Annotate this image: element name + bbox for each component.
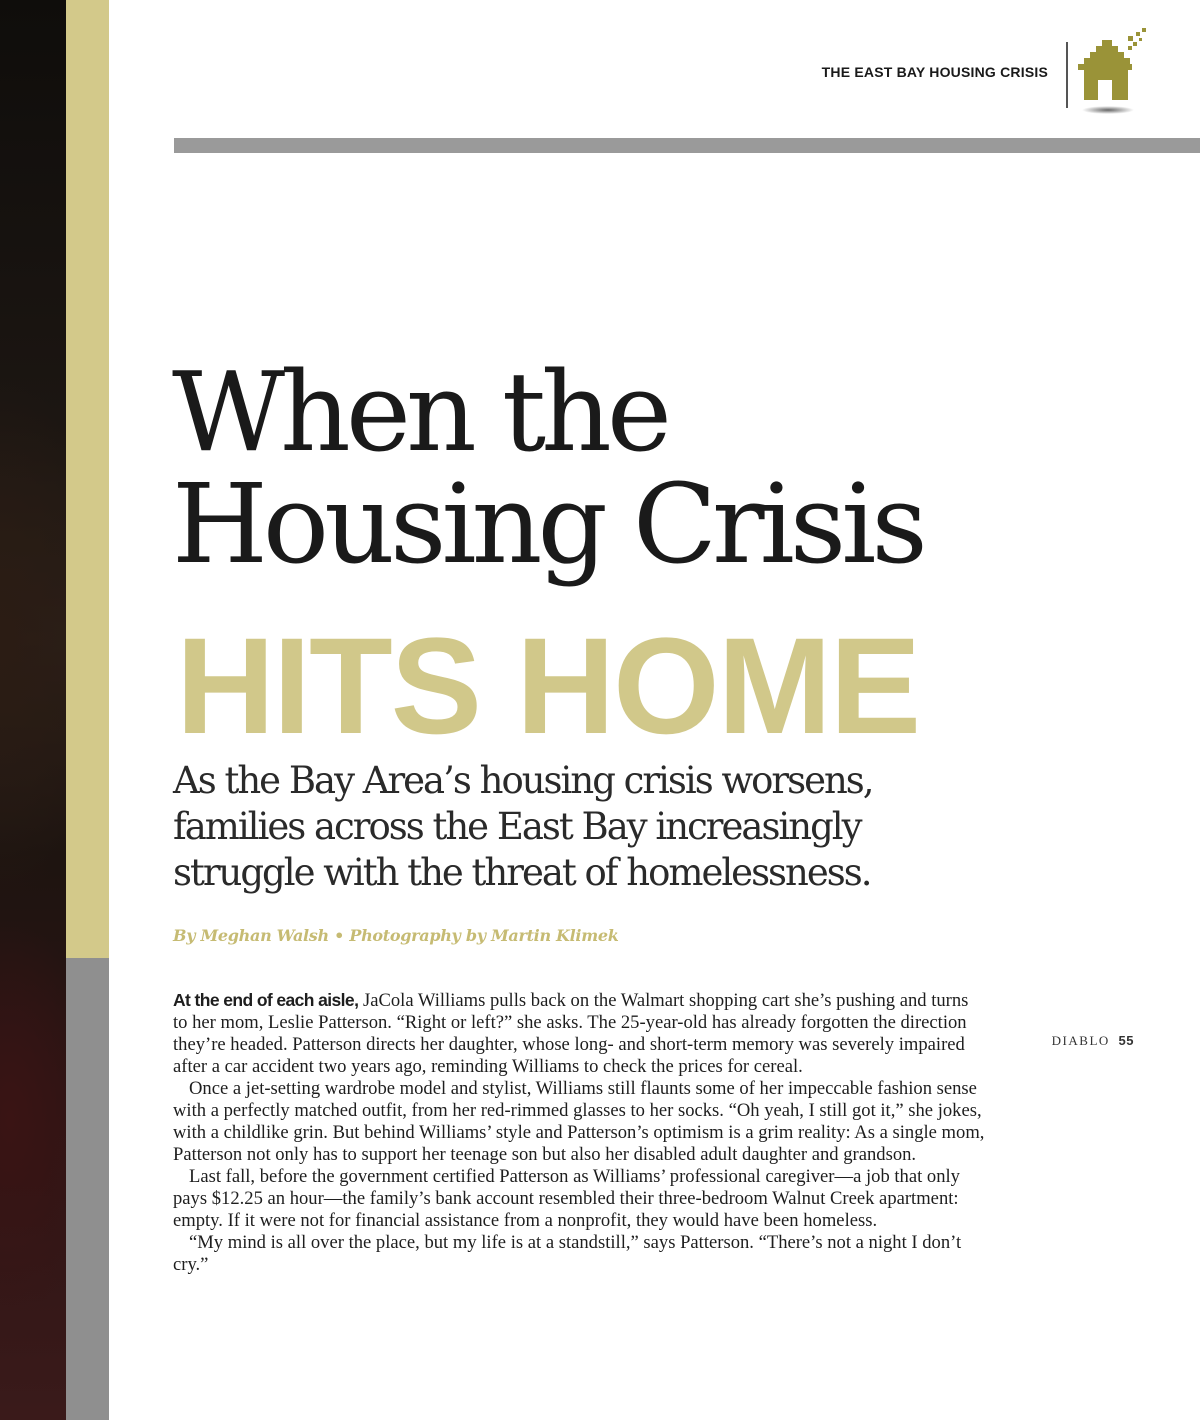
article-body [173, 989, 985, 1276]
photo-edge [0, 0, 66, 1420]
headline-line-1: When the [172, 348, 667, 476]
section-label: THE EAST BAY HOUSING CRISIS [821, 64, 1048, 80]
byline-photographer: Photography by Martin Klimek [349, 926, 619, 945]
article-paragraph-1 [173, 989, 985, 1078]
article-paragraph-2: Once a jet-setting wardrobe model and stylist, Williams still flaunts some of her impeccable fashion sense with a perfectly matched outfit, from her red-rimmed glasses to her socks. “Oh yeah, I still got it,” she jokes, with a childlike grin. But behind Williams’ style and Patterson’s optimism is a grim reality: As a single mom, Patterson not only has to support her teenage son but also her disabled adult daughter and grandson. [173, 1078, 985, 1165]
header-divider [1066, 42, 1068, 108]
byline-separator: • [334, 926, 345, 945]
deck-line-2: families across the East Bay increasingly [173, 805, 861, 848]
folio-page-number: 55 [1118, 1033, 1134, 1048]
folio-publication: DIABLO [1051, 1033, 1110, 1048]
house-icon [1076, 24, 1166, 120]
lead-in: At the end of each aisle, [173, 990, 359, 1010]
accent-sidebar-tan [66, 0, 109, 958]
page-folio [1052, 1033, 1134, 1049]
headline-line-2: Housing Crisis [172, 460, 923, 588]
byline-author: By Meghan Walsh [173, 926, 329, 945]
paragraph-1-text: JaCola Williams pulls back on the Walmart shopping cart she’s pushing and turns to her mom, Leslie Patterson. “Right or left?” she asks. The 25-year-old has already forgotten the direction they’re headed. Patterson directs her daughter, whose long- and short-term memory was severely impaired after a car accident two years ago, reminding Williams to check the prices for cereal. [173, 990, 969, 1077]
headline-accent: HITS HOME [176, 610, 920, 763]
byline [173, 926, 619, 945]
accent-sidebar-grey [66, 958, 109, 1420]
deck [173, 758, 1053, 896]
header-rule [174, 138, 1200, 153]
headline [172, 348, 923, 588]
deck-line-3: struggle with the threat of homelessness. [173, 851, 871, 894]
article-paragraph-4: “My mind is all over the place, but my life is at a standstill,” says Patterson. “There’s not a night I don’t cry.” [173, 1232, 962, 1275]
deck-line-1: As the Bay Area’s housing crisis worsens, [173, 759, 873, 802]
article-paragraph-3: Last fall, before the government certified Patterson as Williams’ professional caregiver—a job that only pays $12.25 an hour—the family’s bank account resembled their three-bedroom Walnut Creek apartment: empty. If it were not for financial assistance from a nonprofit, they would have been homeless. [173, 1166, 960, 1231]
